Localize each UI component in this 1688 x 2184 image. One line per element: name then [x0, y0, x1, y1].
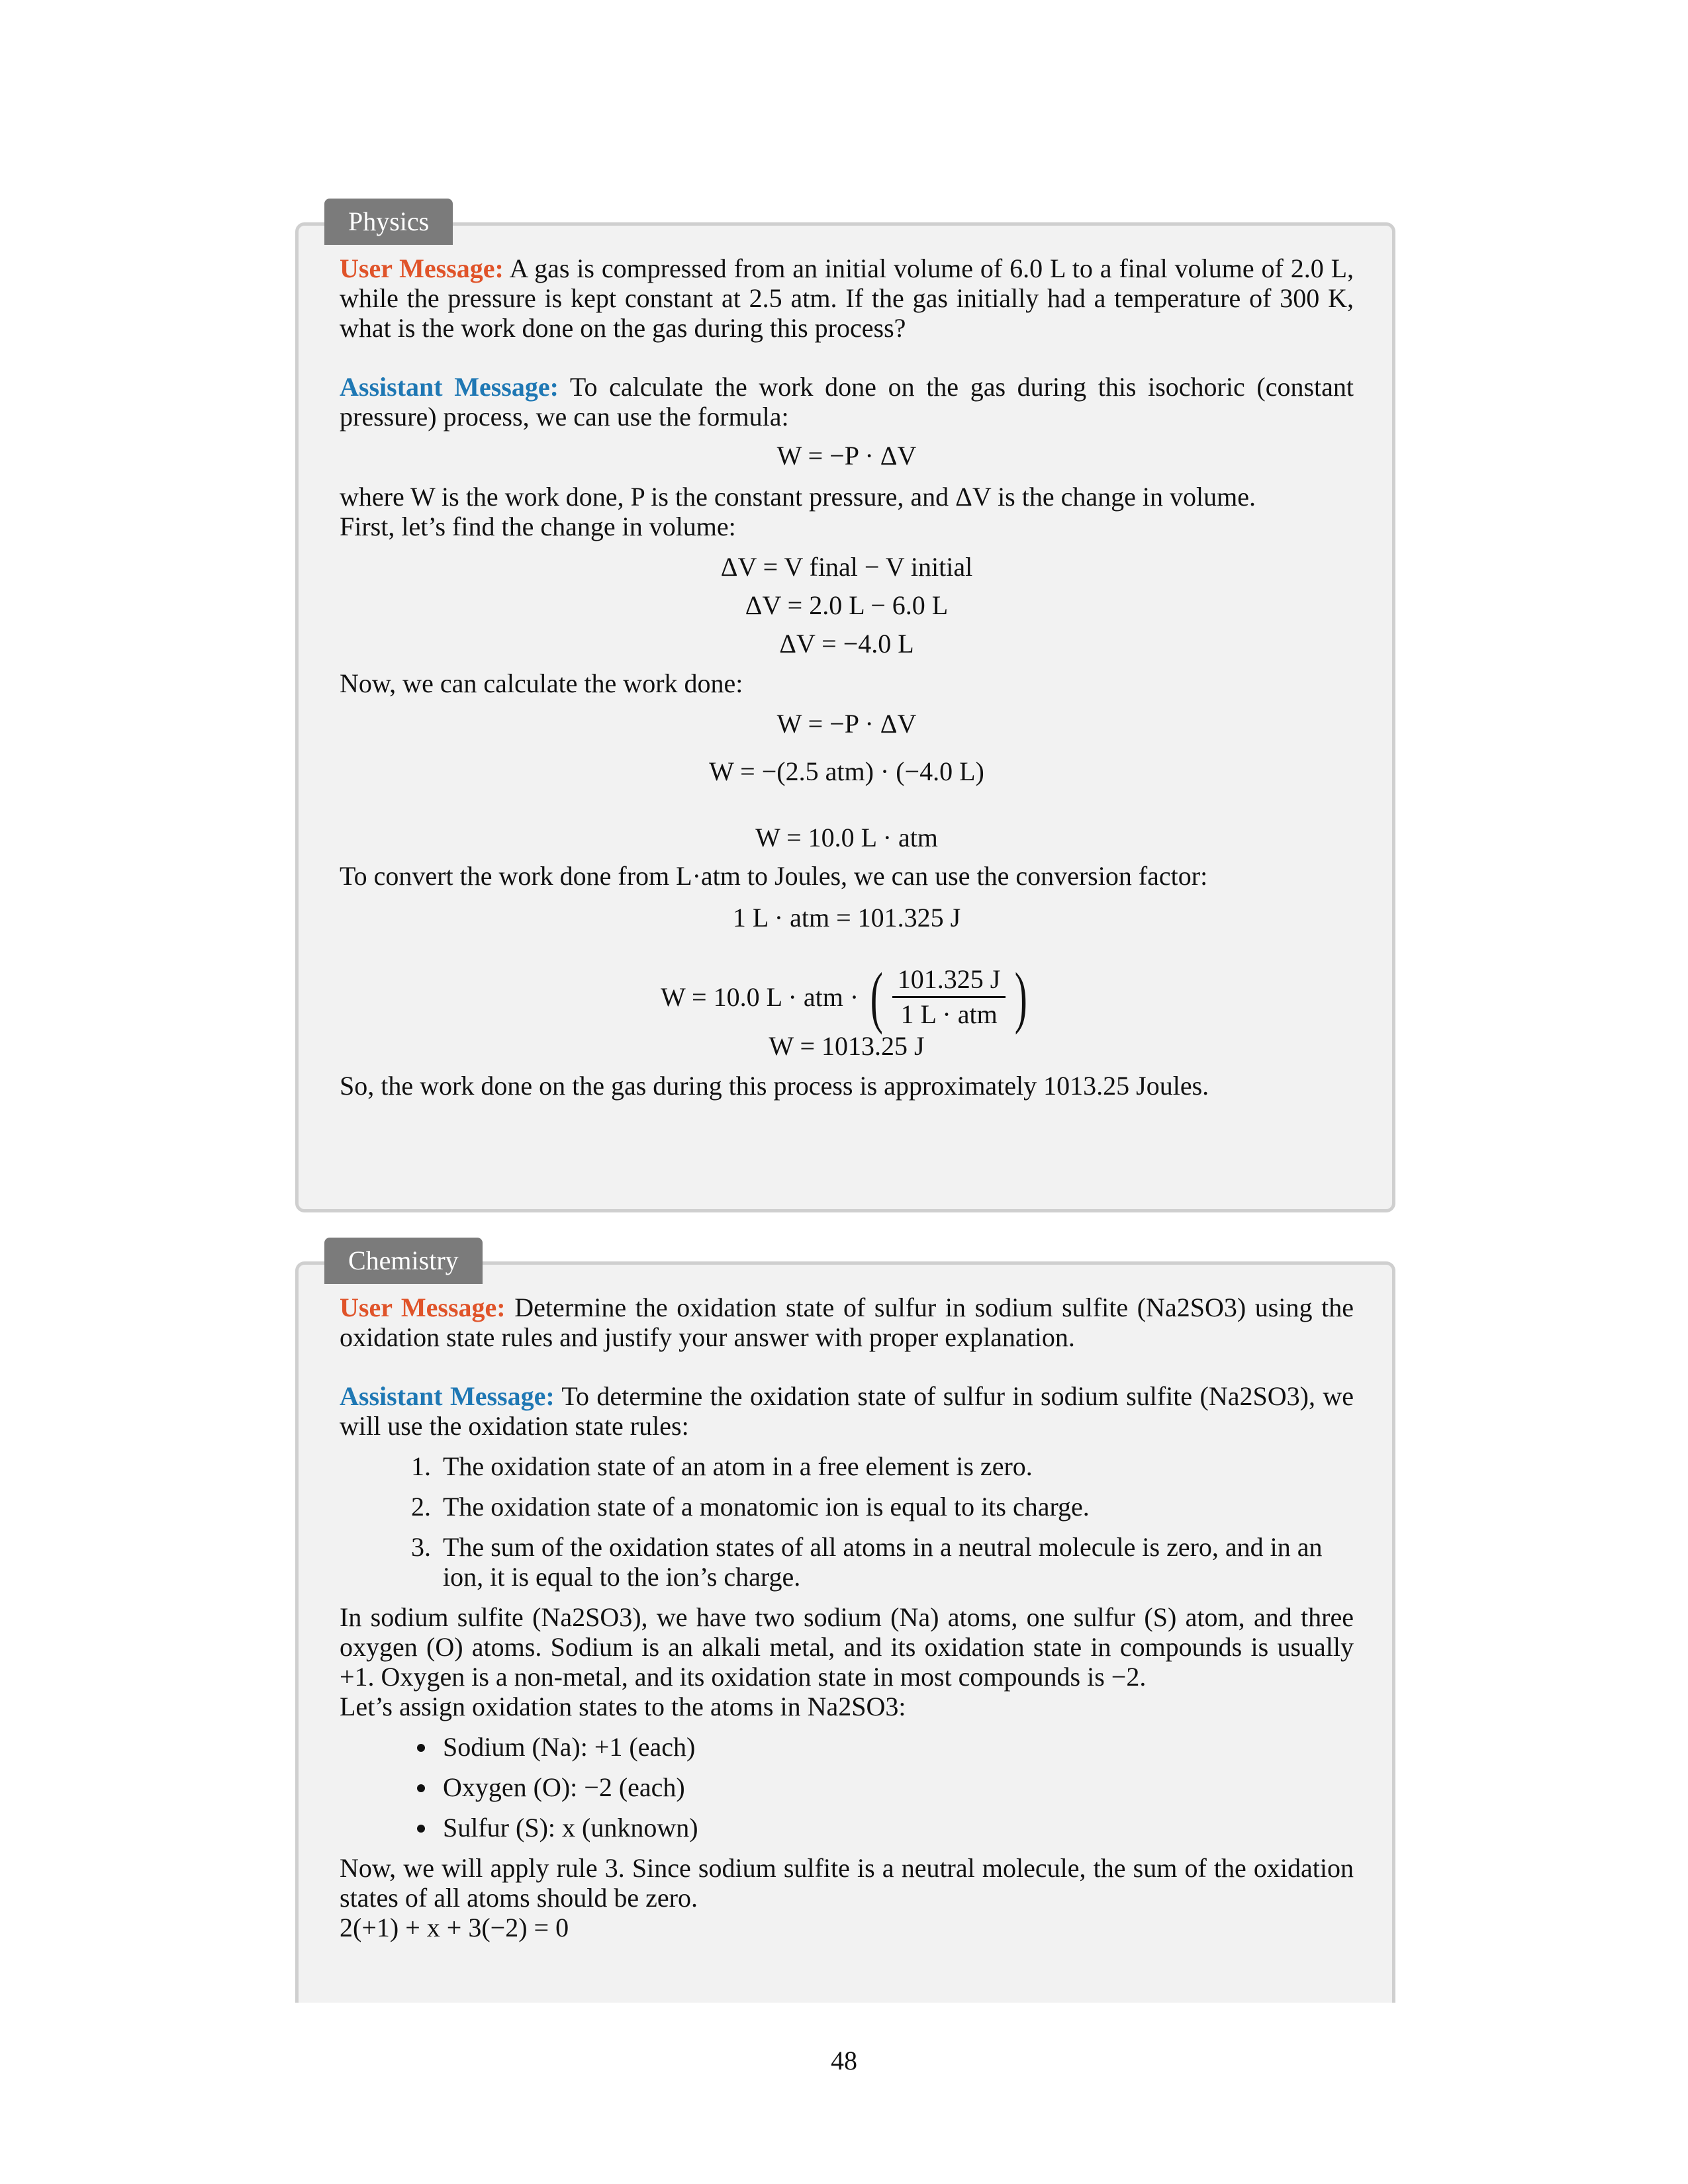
user-label: User Message: [340, 253, 504, 283]
fraction-denominator: 1 L · atm [900, 999, 998, 1030]
assistant-label: Assistant Message: [340, 1381, 555, 1411]
physics-assistant-message [340, 372, 1354, 432]
equation-work-joules-result: W = 1013.25 J [769, 1031, 925, 1061]
physics-tab-label: Physics [324, 199, 453, 245]
chemistry-paragraph-3: Now, we will apply rule 3. Since sodium sulfite is a neutral molecule, the sum of the oxidation states of all atoms should be zero. [340, 1853, 1354, 1913]
physics-user-message [340, 253, 1354, 343]
assistant-intro: To determine the oxidation state of sulfur in sodium sulfite (Na2SO3), we will use the oxidation state rules: [340, 1381, 1354, 1441]
list-item: 3. The sum of the oxidation states of all atoms in a neutral molecule is zero, and in an ion, it is equal to the ion’s charge. [438, 1532, 1354, 1592]
chemistry-assistant-message [340, 1381, 1354, 1441]
chemistry-equation: 2(+1) + x + 3(−2) = 0 [340, 1913, 569, 1942]
conclusion-text: So, the work done on the gas during this process is approximately 1013.25 Joules. [340, 1071, 1209, 1101]
physics-box [295, 222, 1395, 1212]
left-paren: ( [870, 958, 884, 1035]
equation-work-formula: W = −P · ΔV [776, 441, 917, 471]
user-text: A gas is compressed from an initial volume of 6.0 L to a final volume of 2.0 L, while the pressure is kept constant at 2.5 atm. If the gas initially had a temperature of 300 K, what is the work done on the gas during this process? [340, 253, 1354, 343]
equation-work-result: W = 10.0 L · atm [755, 823, 938, 852]
equation-delta-v-definition: ΔV = V final − V initial [720, 552, 973, 582]
physics-content [340, 253, 1354, 1101]
right-paren: ) [1015, 958, 1028, 1035]
oxidation-states-list [340, 1732, 1354, 1843]
user-text: Determine the oxidation state of sulfur in sodium sulfite (Na2SO3) using the oxidation state rules and justify your answer with proper explanation. [340, 1293, 1354, 1352]
conversion-fraction [892, 964, 1006, 1030]
chemistry-paragraph-1: In sodium sulfite (Na2SO3), we have two sodium (Na) atoms, one sulfur (S) atom, and three oxygen (O) atoms. Sodium is an alkali metal, and its oxidation state in compounds is usually +1. Oxygen is a non-metal, and its oxidation state in most compounds is −2. [340, 1602, 1354, 1692]
equation-delta-v-values: ΔV = 2.0 L − 6.0 L [745, 590, 949, 620]
convert-text: To convert the work done from L·atm to Joules, we can use the conversion factor: [340, 861, 1208, 891]
chemistry-paragraph-2: Let’s assign oxidation states to the atoms in Na2SO3: [340, 1692, 906, 1721]
chemistry-box [295, 1261, 1395, 2003]
chemistry-content [340, 1293, 1354, 1942]
fraction-numerator: 101.325 J [892, 964, 1006, 998]
list-item: • Sodium (Na): +1 (each) [438, 1732, 1354, 1762]
user-label: User Message: [340, 1293, 506, 1322]
assistant-label: Assistant Message: [340, 372, 559, 402]
page-number: 48 [831, 2046, 857, 2075]
assistant-intro: To calculate the work done on the gas during this isochoric (constant pressure) process, we can use the formula: [340, 372, 1354, 432]
list-item: 1. The oxidation state of an atom in a free element is zero. [438, 1451, 1354, 1481]
eq-work-joules-left: W = 10.0 L · atm · [660, 981, 859, 1012]
list-item: • Sulfur (S): x (unknown) [438, 1813, 1354, 1843]
where-text: where W is the work done, P is the constant pressure, and ΔV is the change in volume. [340, 482, 1256, 512]
equation-conversion-factor: 1 L · atm = 101.325 J [732, 903, 961, 933]
first-text: First, let’s find the change in volume: [340, 512, 736, 541]
now-text: Now, we can calculate the work done: [340, 668, 743, 698]
chemistry-user-message [340, 1293, 1354, 1352]
list-item: • Oxygen (O): −2 (each) [438, 1772, 1354, 1802]
equation-work-formula-repeat: W = −P · ΔV [776, 709, 917, 739]
chemistry-tab-label: Chemistry [324, 1238, 483, 1284]
equation-work-substituted: W = −(2.5 atm) · (−4.0 L) [709, 756, 984, 786]
oxidation-rules-list [340, 1451, 1354, 1592]
equation-delta-v-result: ΔV = −4.0 L [779, 629, 914, 659]
equation-work-joules [340, 958, 1354, 1035]
list-item: 2. The oxidation state of a monatomic ion is equal to its charge. [438, 1492, 1354, 1522]
